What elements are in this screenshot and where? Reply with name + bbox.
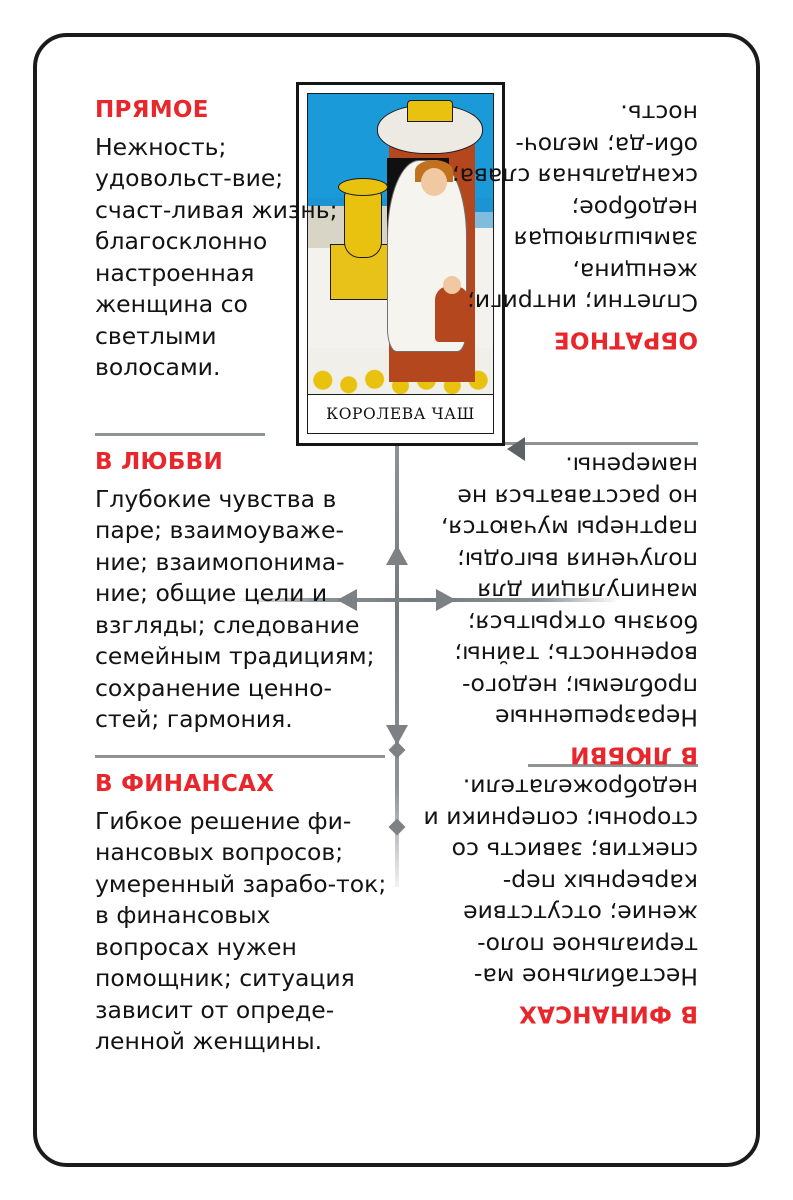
chalice-icon — [344, 190, 382, 258]
section-title: В ФИНАНСАХ — [518, 1000, 698, 1027]
tarot-card — [33, 33, 760, 1167]
section-upright-love — [95, 449, 385, 736]
arrow-up-icon — [386, 545, 408, 565]
section-reversed-general — [446, 97, 698, 352]
section-body: Нестабильное ма-териальное поло-жение; отсутствие карьерных пер-спектив; зависть со стороны; соперники и недоброжелатели. — [423, 773, 698, 991]
section-reversed-love — [408, 449, 698, 767]
section-rule — [95, 433, 265, 436]
section-title: В ФИНАНСАХ — [95, 771, 275, 797]
section-title: В ЛЮБВИ — [95, 449, 224, 475]
card-name-label: КОРОЛЕВА ЧАШ — [307, 394, 494, 434]
section-body: Неразрешенные проблемы; недого-воренность; тайны; боязнь открыться; манипуляции для получения выгоды; партнеры мучаются, но расставаться не намерены. — [440, 451, 698, 732]
diamond-ornament-icon — [388, 819, 405, 836]
section-body: Гибкое решение фи-нансовых вопросов; умеренный зарабо-ток; в финансовых вопросах нужен помощник; ситуация зависит от опреде-ленной женщины. — [95, 807, 387, 1056]
section-body: Сплетни; интриги; женщина, замышляющая недоброе; скандальная слава; оби-да; мелоч-ность. — [451, 99, 698, 317]
section-upright-finance — [95, 771, 387, 1058]
section-upright-general — [95, 97, 347, 384]
section-body: Глубокие чувства в паре; взаимоуваже-ние; взаимопонима-ние; общие цели и взгляды; следование семейным традициям; сохранение ценно-стей; гармония. — [95, 485, 375, 734]
queen-face — [421, 168, 447, 196]
section-title: ПРЯМОЕ — [95, 97, 209, 123]
section-reversed-finance — [406, 771, 698, 1026]
section-rule — [95, 755, 385, 758]
section-body: Нежность; удовольст-вие; счаст-ливая жизнь; благосклонно настроенная женщина со светлыми волосами. — [95, 133, 338, 382]
section-title: ОБРАТНОЕ — [553, 326, 698, 353]
card-inner — [37, 37, 756, 1163]
section-title: В ЛЮБВИ — [569, 741, 698, 768]
